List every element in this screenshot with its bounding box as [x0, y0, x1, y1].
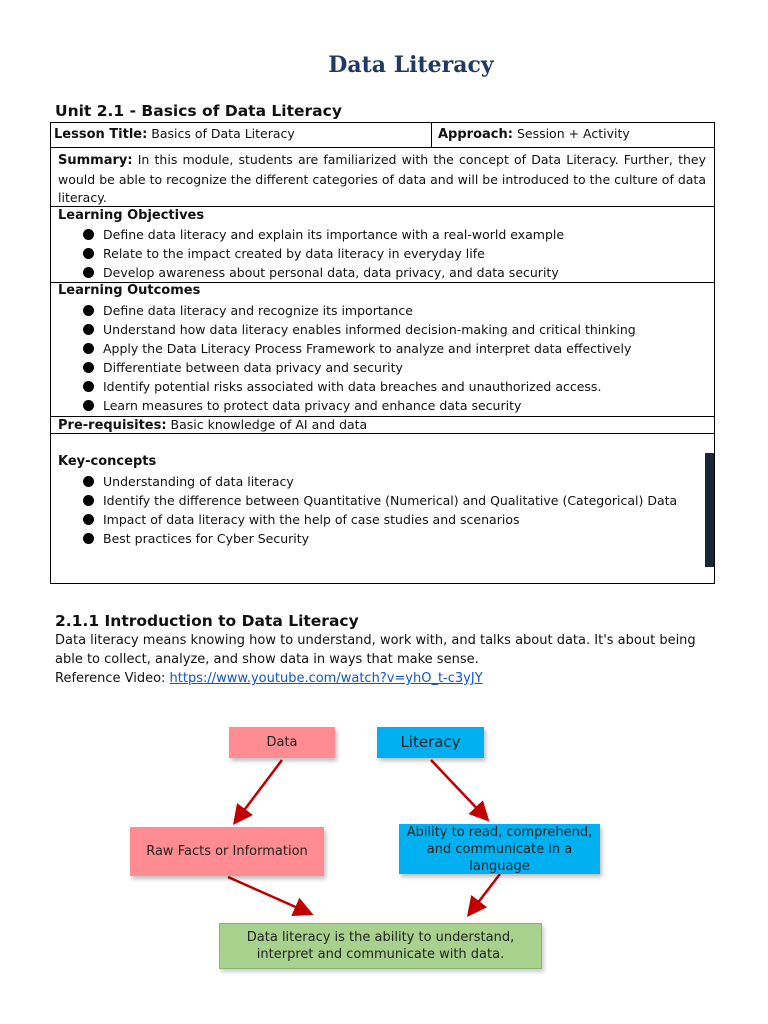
lesson-title-value: Basics of Data Literacy	[151, 126, 295, 141]
concepts-list	[81, 472, 677, 548]
lesson-title-label: Lesson Title:	[54, 127, 148, 142]
list-item: Relate to the impact created by data literacy in everyday life	[81, 244, 564, 263]
prerequisites	[58, 417, 367, 434]
section-heading: 2.1.1 Introduction to Data Literacy	[55, 612, 359, 630]
list-item: Identify the difference between Quantitative (Numerical) and Qualitative (Categorical) Data	[81, 491, 677, 510]
definition-box: Data literacy is the ability to understand, interpret and communicate with data.	[219, 923, 542, 969]
summary-row	[51, 148, 714, 207]
concepts-title: Key-concepts	[58, 454, 157, 469]
arrow-data-to-raw-facts	[236, 760, 282, 821]
literacy-box: Literacy	[377, 727, 484, 758]
list-item: Define data literacy and recognize its importance	[81, 301, 636, 320]
summary-label: Summary:	[58, 153, 133, 168]
list-item: Define data literacy and explain its importance with a real-world example	[81, 225, 564, 244]
list-item: Identify potential risks associated with data breaches and unauthorized access.	[81, 377, 636, 396]
side-scroll-bar	[705, 453, 714, 567]
list-item: Understand how data literacy enables informed decision-making and critical thinking	[81, 320, 636, 339]
summary-text: In this module, students are familiarized with the concept of Data Literacy. Further, they would be able to recognize the different categories of data and will be introduced to the culture of data literacy.	[58, 152, 706, 205]
reference-video-link[interactable]: https://www.youtube.com/watch?v=yhO_t-c3yJY	[169, 671, 483, 686]
list-item: Best practices for Cyber Security	[81, 529, 677, 548]
list-item: Develop awareness about personal data, data privacy, and data security	[81, 263, 564, 282]
reference-label: Reference Video:	[55, 671, 166, 686]
reference-line	[55, 669, 715, 688]
list-item: Impact of data literacy with the help of case studies and scenarios	[81, 510, 677, 529]
arrow-literacy-to-ability	[431, 760, 486, 818]
learning-objectives-row	[51, 207, 714, 283]
list-item: Learn measures to protect data privacy and enhance data security	[81, 396, 636, 415]
intro-paragraph	[55, 631, 715, 688]
unit-heading: Unit 2.1 - Basics of Data Literacy	[55, 102, 342, 120]
table-row-title	[51, 123, 714, 148]
prereq-value: Basic knowledge of AI and data	[170, 417, 368, 432]
outcomes-title: Learning Outcomes	[58, 283, 201, 298]
raw-facts-box: Raw Facts or Information	[130, 827, 324, 876]
objectives-list	[81, 225, 564, 282]
outcomes-list	[81, 301, 636, 415]
approach-label: Approach:	[438, 127, 513, 142]
intro-text: Data literacy means knowing how to understand, work with, and talks about data. It's about being able to collect, analyze, and show data in ways that make sense.	[55, 633, 696, 667]
learning-outcomes-row	[51, 283, 714, 417]
lesson-title-cell	[51, 123, 432, 147]
approach-value: Session + Activity	[516, 126, 630, 141]
list-item: Apply the Data Literacy Process Framework to analyze and interpret data effectively	[81, 339, 636, 358]
arrow-raw-facts-to-definition	[228, 877, 309, 913]
prereq-label: Pre-requisites:	[58, 418, 167, 433]
data-box: Data	[229, 727, 335, 758]
arrow-ability-to-definition	[470, 874, 500, 913]
objectives-title: Learning Objectives	[58, 208, 205, 223]
approach-cell	[438, 123, 714, 150]
page-title: Data Literacy	[328, 52, 494, 78]
data-literacy-diagram	[0, 700, 768, 1000]
list-item: Differentiate between data privacy and security	[81, 358, 636, 377]
key-concepts-row	[51, 434, 714, 584]
lesson-plan-table	[50, 122, 715, 584]
list-item: Understanding of data literacy	[81, 472, 677, 491]
prerequisites-row	[51, 417, 714, 434]
ability-box: Ability to read, comprehend, and communicate in a language	[399, 824, 600, 874]
